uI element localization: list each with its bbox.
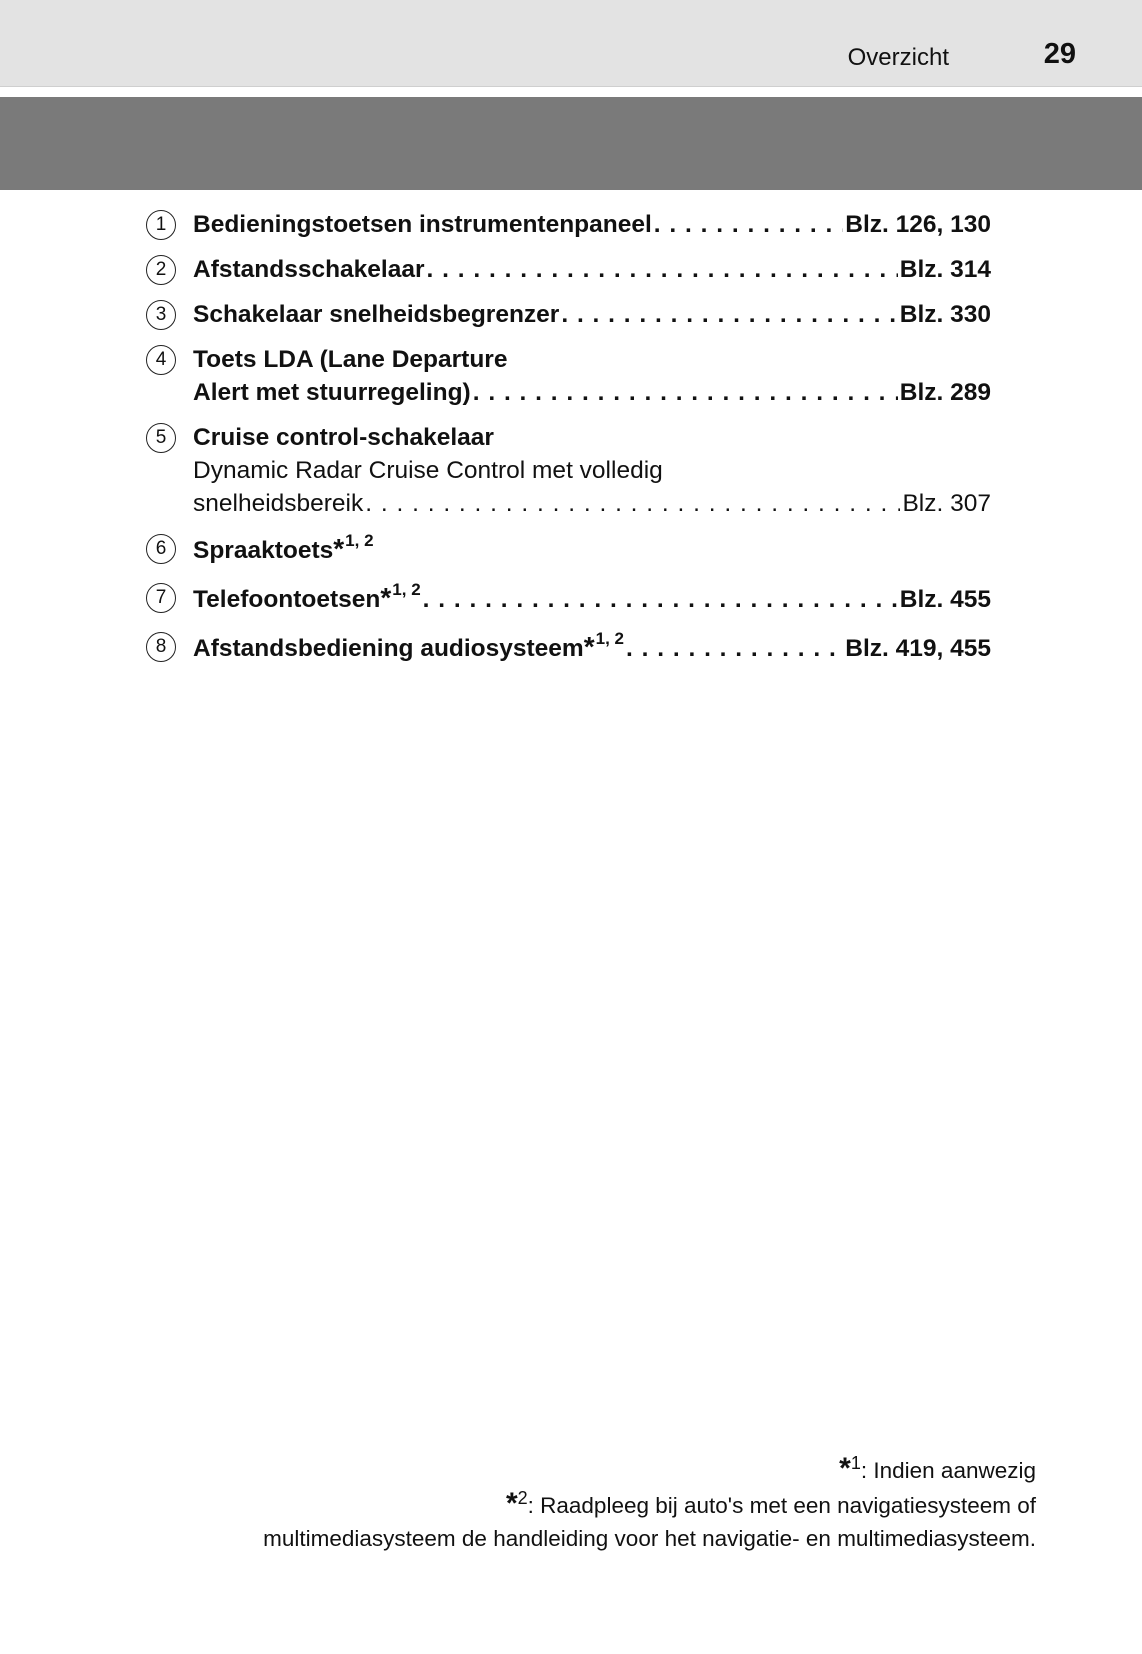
footnotes — [136, 1453, 1036, 1554]
index-entry-8 — [146, 630, 991, 667]
page-reference: Blz. 307 — [902, 490, 991, 517]
index-list — [146, 208, 991, 679]
page-reference: Blz. 330 — [899, 301, 991, 328]
index-entry-6 — [146, 532, 991, 569]
entry-label: Bedieningstoetsen instrumentenpaneel — [193, 211, 652, 238]
entry-label: Toets LDA (Lane Departure — [193, 346, 508, 373]
footnote-2: *$^2$: Raadpleeg bij auto's met een navigatiesysteem of — [505, 1487, 1036, 1520]
footnote-2-continued: multimediasysteem de handleiding voor het navigatie- en multimediasysteem. — [263, 1526, 1036, 1551]
section-title: Overzicht — [847, 44, 949, 71]
entry-label: Cruise control-schakelaar — [193, 424, 494, 451]
footnote-ref: 1, 2 — [345, 531, 374, 550]
page-reference: Blz. 289 — [899, 379, 991, 406]
dot-leader — [473, 376, 898, 409]
callout-number-2: 2 — [146, 253, 193, 286]
entry-label: Schakelaar snelheidsbegrenzer — [193, 301, 560, 328]
entry-label: Afstandsbediening audiosysteem*$^{1, 2}$ — [193, 629, 624, 662]
callout-number-3: 3 — [146, 298, 193, 331]
image-placeholder-band — [0, 97, 1142, 190]
callout-number-5: 5 — [146, 421, 193, 454]
footnote-1: *$^1$: Indien aanwezig — [839, 1452, 1036, 1485]
index-entry-2 — [146, 253, 991, 286]
dot-leader — [427, 253, 898, 286]
page-header — [0, 0, 1142, 87]
footnote-ref: 1, 2 — [392, 580, 421, 599]
callout-number-1: 1 — [146, 208, 193, 241]
dot-leader — [365, 487, 900, 520]
entry-label: Afstandsschakelaar — [193, 256, 425, 283]
page-reference: Blz. 455 — [899, 586, 991, 613]
index-entry-7 — [146, 581, 991, 618]
page-reference: Blz. 314 — [899, 256, 991, 283]
page-number: 29 — [1043, 38, 1076, 70]
index-entry-3 — [146, 298, 991, 331]
page-reference: Blz. 126, 130 — [845, 211, 991, 238]
dot-leader — [654, 208, 843, 241]
entry-sublabel: Dynamic Radar Cruise Control met volledig — [193, 457, 663, 484]
index-entry-1 — [146, 208, 991, 241]
footnote-ref: 1, 2 — [595, 629, 624, 648]
entry-label: Telefoontoetsen*$^{1, 2}$ — [193, 580, 421, 613]
dot-leader — [561, 298, 897, 331]
entry-label: Spraaktoets*$^{1, 2}$ — [193, 531, 374, 564]
entry-label-continued: Alert met stuurregeling) — [193, 379, 471, 406]
footnote-star: * — [583, 631, 595, 662]
footnote-star: * — [380, 582, 392, 613]
index-entry-4 — [146, 343, 991, 409]
callout-number-8: 8 — [146, 630, 193, 667]
index-entry-5 — [146, 421, 991, 520]
entry-sublabel-continued: snelheidsbereik — [193, 490, 364, 517]
page-reference: Blz. 419, 455 — [845, 635, 991, 662]
callout-number-6: 6 — [146, 532, 193, 569]
dot-leader — [423, 583, 898, 616]
footnote-star: * — [333, 533, 345, 564]
dot-leader — [626, 632, 843, 665]
callout-number-7: 7 — [146, 581, 193, 618]
callout-number-4: 4 — [146, 343, 193, 376]
